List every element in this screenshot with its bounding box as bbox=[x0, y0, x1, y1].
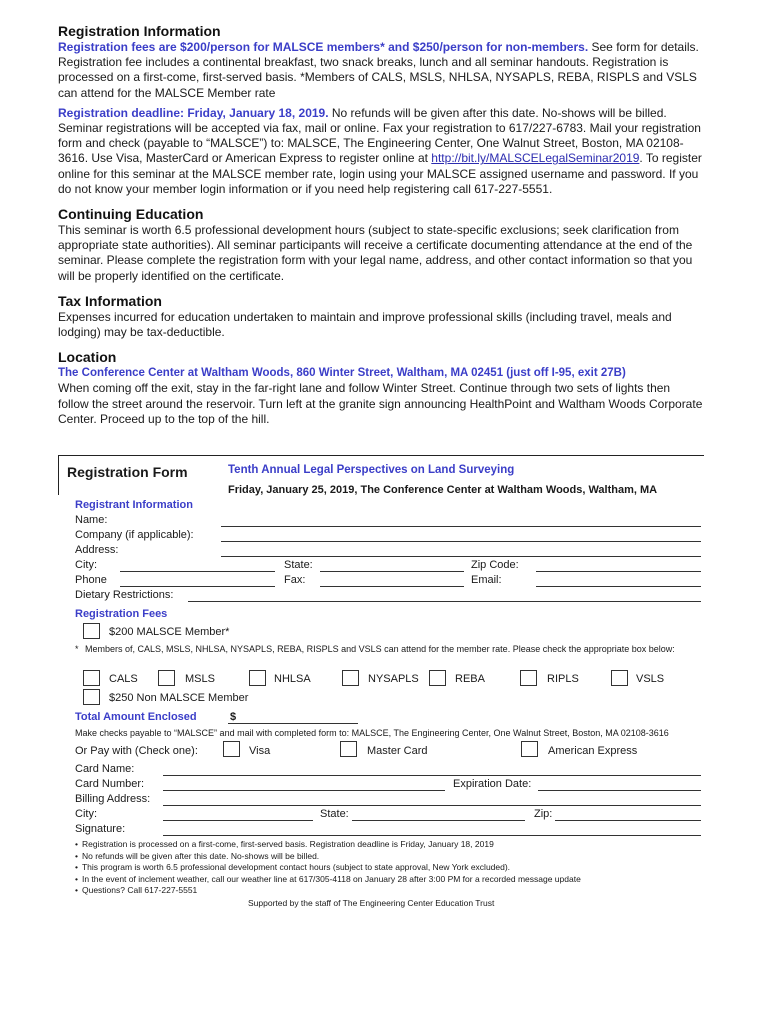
name-field[interactable] bbox=[221, 526, 701, 527]
company-field[interactable] bbox=[221, 541, 701, 542]
org-label-msls: MSLS bbox=[185, 673, 215, 685]
location-heading: Location bbox=[58, 349, 117, 366]
tax-information-heading: Tax Information bbox=[58, 292, 162, 309]
amex-label: American Express bbox=[548, 745, 638, 757]
member-note: Members of, CALS, MSLS, NHLSA, NYSAPLS, REBA, RISPLS and VSLS can attend for the member rate. Please check the appropriate box below: bbox=[85, 644, 675, 654]
event-title: Tenth Annual Legal Perspectives on Land Surveying bbox=[228, 464, 515, 476]
address-label: Address: bbox=[75, 544, 119, 556]
org-checkbox-ripls[interactable] bbox=[520, 670, 537, 686]
signature-label: Signature: bbox=[75, 823, 126, 835]
card-number-field[interactable] bbox=[163, 790, 445, 791]
billing-address-field[interactable] bbox=[163, 805, 701, 806]
billing-zip-label: Zip: bbox=[534, 808, 553, 820]
name-label: Name: bbox=[75, 514, 108, 526]
zip-field[interactable] bbox=[536, 571, 701, 572]
location-directions: When coming off the exit, stay in the far-right lane and follow Winter Street. Continue through two sets of lights then follow the street around the reservoir. Turn left at the granite sign announcing HealthPoint and Waltham Woods Corporate Center. Proceed up to the top of the hill. bbox=[58, 381, 703, 426]
tax-information-text: Expenses incurred for education undertaken to maintain and improve professional skills (including travel, meals and lodging) may be tax-deductible. bbox=[58, 309, 672, 340]
mastercard-checkbox[interactable] bbox=[340, 741, 357, 757]
member-fee-label: $200 MALSCE Member* bbox=[109, 626, 230, 638]
org-label-vsls: VSLS bbox=[636, 673, 665, 685]
phone-label: Phone bbox=[75, 574, 107, 586]
registration-link[interactable]: http://bit.ly/MALSCELegalSeminar2019 bbox=[431, 151, 640, 166]
state-label: State: bbox=[284, 559, 313, 571]
continuing-education-heading: Continuing Education bbox=[58, 206, 204, 223]
expiration-field[interactable] bbox=[538, 790, 701, 791]
visa-checkbox[interactable] bbox=[223, 741, 240, 757]
nonmember-fee-label: $250 Non MALSCE Member bbox=[109, 692, 249, 704]
info-sections bbox=[58, 22, 704, 435]
notes-list bbox=[75, 839, 581, 897]
billing-city-field[interactable] bbox=[163, 820, 313, 821]
tax-information-section bbox=[58, 292, 704, 340]
deadline-paragraph bbox=[58, 106, 704, 197]
registration-info-heading: Registration Information bbox=[58, 23, 221, 39]
list-item: • Questions? Call 617-227-5551 bbox=[75, 885, 581, 897]
card-name-field[interactable] bbox=[163, 775, 701, 776]
org-checkbox-nhlsa[interactable] bbox=[249, 670, 266, 686]
expiration-label: Expiration Date: bbox=[453, 778, 532, 790]
billing-zip-field[interactable] bbox=[555, 820, 701, 821]
billing-address-label: Billing Address: bbox=[75, 793, 151, 805]
continuing-education-text: This seminar is worth 6.5 professional development hours (subject to state-specific exclusions; seek clarification from appropriate state authorities). All seminar participants will receive a certificate documenting attendance at the end of the seminar. Please complete the registration form with your legal name, address, and other contact information so that you will be properly identified on the certificate. bbox=[58, 223, 693, 283]
org-label-ripls: RIPLS bbox=[547, 673, 579, 685]
registration-form-title: Registration Form bbox=[67, 464, 188, 480]
fax-label: Fax: bbox=[284, 574, 306, 586]
amex-checkbox[interactable] bbox=[521, 741, 538, 757]
org-label-nhlsa: NHLSA bbox=[274, 673, 311, 685]
list-item: • No refunds will be given after this date. No-shows will be billed. bbox=[75, 851, 581, 863]
registration-info-section bbox=[58, 22, 704, 197]
nonmember-checkbox[interactable] bbox=[83, 689, 100, 705]
org-checkbox-cals[interactable] bbox=[83, 670, 100, 686]
phone-field[interactable] bbox=[120, 586, 275, 587]
checks-payable-note: Make checks payable to “MALSCE” and mail with completed form to: MALSCE, The Engineering Center, One Walnut Street, Boston, MA 02108-3616 bbox=[75, 728, 669, 738]
list-item: • In the event of inclement weather, call our weather line at 617/305-4118 on January 28 after 3:00 PM for a recorded message update bbox=[75, 874, 581, 886]
fees-highlight: Registration fees are $200/person for MALSCE members* and $250/person for non-members. bbox=[58, 40, 589, 54]
event-date-location: Friday, January 25, 2019, The Conference Center at Waltham Woods, Waltham, MA bbox=[228, 484, 658, 496]
company-label: Company (if applicable): bbox=[75, 529, 194, 541]
org-label-nysapls: NYSAPLS bbox=[368, 673, 419, 685]
member-note-star: * bbox=[75, 644, 79, 654]
list-item: • Registration is processed on a first-come, first-served basis. Registration deadline is Friday, January 18, 2019 bbox=[75, 839, 581, 851]
billing-state-label: State: bbox=[320, 808, 349, 820]
form-left-rule bbox=[58, 455, 59, 495]
city-field[interactable] bbox=[120, 571, 275, 572]
deadline-text: No refunds will be given after this date. No-shows will be billed. Seminar registrations will be accepted via fax, mail or online. Fax your registration to 617/227-6783. Mail your registration form and check (payable to “MALSCE”) to: MALSCE, The Engineering Center, One Walnut Street, Boston, MA 02108-3616. Use Visa, MasterCard or American Express to register online at bbox=[58, 105, 701, 166]
total-amount-label: Total Amount Enclosed bbox=[75, 711, 197, 723]
total-amount-currency: $ bbox=[230, 711, 237, 723]
form-top-rule bbox=[58, 455, 704, 456]
registration-fees-heading: Registration Fees bbox=[75, 608, 168, 620]
fees-text: See form for details. Registration fee includes a continental breakfast, two snack breaks, lunch and all seminar handouts. Registration is processed on a first-come, first-served basis. *Members of CALS, MSLS, NHLSA, NYSAPLS, REBA, RISPLS and VSLS can attend for the MALSCE Member rate bbox=[58, 40, 699, 100]
total-amount-field[interactable] bbox=[228, 723, 358, 724]
dietary-label: Dietary Restrictions: bbox=[75, 589, 174, 601]
signature-field[interactable] bbox=[163, 835, 701, 836]
pay-with-label: Or Pay with (Check one): bbox=[75, 745, 198, 757]
visa-label: Visa bbox=[249, 745, 271, 757]
zip-label: Zip Code: bbox=[471, 559, 519, 571]
org-label-cals: CALS bbox=[109, 673, 138, 685]
location-address: The Conference Center at Waltham Woods, 860 Winter Street, Waltham, MA 02451 (just off I-95, exit 27B) bbox=[58, 367, 626, 380]
footer-credit: Supported by the staff of The Engineering Center Education Trust bbox=[248, 898, 495, 908]
fees-paragraph bbox=[58, 40, 704, 101]
continuing-education-section bbox=[58, 205, 704, 284]
org-checkbox-vsls[interactable] bbox=[611, 670, 628, 686]
org-checkbox-reba[interactable] bbox=[429, 670, 446, 686]
city-label: City: bbox=[75, 559, 97, 571]
mastercard-label: Master Card bbox=[367, 745, 428, 757]
dietary-field[interactable] bbox=[188, 601, 701, 602]
registrant-info-heading: Registrant Information bbox=[75, 499, 193, 511]
member-checkbox[interactable] bbox=[83, 623, 100, 639]
deadline-tail: . To register online for this seminar at the MALSCE member rate, login using your MALSCE assigned username and password. If you do not know your member login information or if you need help registering call 617-227-5551. bbox=[58, 151, 702, 196]
billing-city-label: City: bbox=[75, 808, 97, 820]
location-section bbox=[58, 348, 704, 427]
address-field[interactable] bbox=[221, 556, 701, 557]
card-number-label: Card Number: bbox=[75, 778, 145, 790]
deadline-highlight: Registration deadline: Friday, January 18, 2019. bbox=[58, 105, 329, 120]
email-label: Email: bbox=[471, 574, 502, 586]
card-name-label: Card Name: bbox=[75, 763, 135, 775]
email-field[interactable] bbox=[536, 586, 701, 587]
billing-state-field[interactable] bbox=[352, 820, 525, 821]
org-checkbox-nysapls[interactable] bbox=[342, 670, 359, 686]
org-checkbox-msls[interactable] bbox=[158, 670, 175, 686]
list-item: • This program is worth 6.5 professional development contact hours (subject to state approval, New York excluded). bbox=[75, 862, 581, 874]
fax-field[interactable] bbox=[320, 586, 464, 587]
state-field[interactable] bbox=[320, 571, 464, 572]
org-label-reba: REBA bbox=[455, 673, 485, 685]
